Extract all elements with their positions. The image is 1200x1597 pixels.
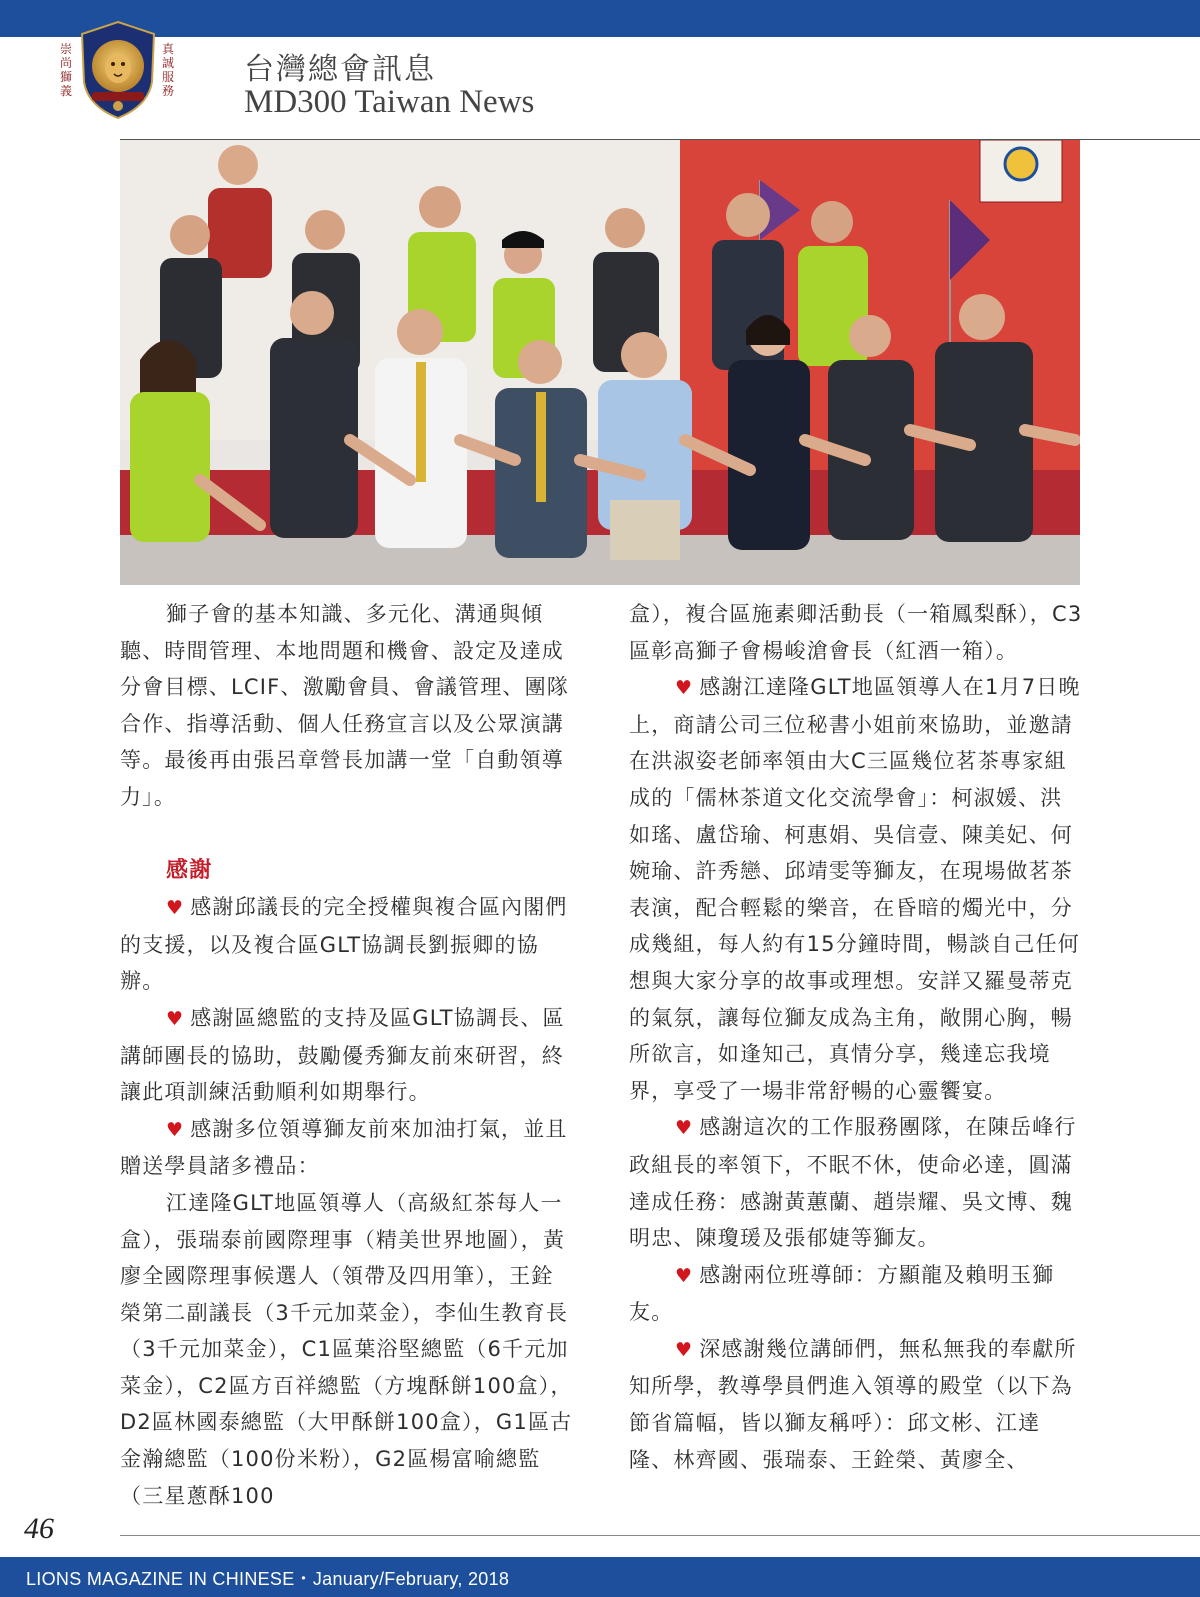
heart-icon: ♥: [166, 897, 185, 920]
section-title-english: MD300 Taiwan News: [244, 84, 535, 120]
thanks-paragraph-1: ♥ 感謝邱議長的完全授權與複合區內閣們的支援，以及複合區GLT協調長劉振卿的協辦。: [120, 895, 568, 994]
intro-paragraph: 獅子會的基本知識、多元化、溝通與傾聽、時間管理、本地問題和機會、設定及達成分會目標、LCIF、激勵會員、會議管理、團隊合作、指導活動、個人任務宣言以及公眾演講等。最後再由張呂章營長加講一堂「自動領導力」。: [120, 602, 570, 809]
magazine-footer: LIONS MAGAZINE IN CHINESE・January/February, 2018: [26, 1569, 510, 1589]
heart-icon: ♥: [166, 1118, 185, 1141]
gifts-continued-paragraph: 盒），複合區施素卿活動長（一箱鳳梨酥），C3區彰高獅子會楊峻滄會長（紅酒一箱）。: [629, 602, 1083, 663]
section-title-chinese: 台灣總會訊息: [244, 52, 436, 87]
thanks-paragraph-7: ♥ 深感謝幾位講師們，無私無我的奉獻所知所學，教導學員們進入領導的殿堂（以下為節省篇幅，皆以獅友稱呼）：邱文彬、江達隆、林齊國、張瑞泰、王銓榮、黃廖全、: [629, 1336, 1077, 1472]
footer-divider: [120, 1535, 1200, 1536]
group-photo-image: [120, 140, 1080, 585]
thanks-heading: 感謝: [166, 857, 213, 883]
logo-left-motto: 崇 尚 獅 義: [59, 42, 72, 98]
lions-emblem-logo: [78, 20, 158, 120]
top-color-bar: [0, 0, 1200, 37]
thanks-paragraph-3: ♥ 感謝多位領導獅友前來加油打氣，並且贈送學員諸多禮品：: [120, 1116, 568, 1179]
article-left-column: [120, 596, 575, 1514]
heart-icon: ♥: [166, 1007, 185, 1030]
heart-icon: ♥: [675, 677, 694, 700]
thanks-paragraph-5: ♥ 感謝這次的工作服務團隊，在陳岳峰行政組長的率領下，不眠不休，使命必達，圓滿達成任務：感謝黃蕙蘭、趙崇耀、吳文博、魏明忠、陳瓊瑗及張郁婕等獅友。: [629, 1115, 1077, 1251]
heart-icon: ♥: [675, 1117, 694, 1140]
logo-right-motto: 真 誠 服 務: [161, 42, 174, 98]
thanks-paragraph-6: ♥ 感謝兩位班導師：方顯龍及賴明玉獅友。: [629, 1262, 1055, 1325]
thanks-paragraph-4: ♥ 感謝江達隆GLT地區領導人在1月7日晚上，商請公司三位秘書小姐前來協助，並邀請在洪淑姿老師率領由大C三區幾位茗茶專家組成的「儒林茶道文化交流學會」：柯淑媛、洪如瑤、盧岱瑜、柯惠娟、吳信壹、陳美妃、何婉瑜、許秀戀、邱靖雯等獅友，在現場做茗茶表演，配合輕鬆的樂音，在昏暗的燭光中，分成幾組，每人約有15分鐘時間，暢談自己任何想與大家分享的故事或理想。安詳又羅曼蒂克的氣氛，讓每位獅友成為主角，敞開心胸，暢所欲言，如逢知己，真情分享，幾達忘我境界，享受了一場非常舒暢的心靈饗宴。: [629, 675, 1081, 1103]
heart-icon: ♥: [675, 1338, 694, 1361]
article-right-column: [629, 596, 1084, 1478]
page-number: 46: [24, 1512, 54, 1545]
thanks-paragraph-2: ♥ 感謝區總監的支持及區GLT協調長、區講師團長的協助，鼓勵優秀獅友前來研習，終讓此項訓練活動順利如期舉行。: [120, 1005, 565, 1105]
gifts-paragraph: 江達隆GLT地區領導人（高級紅茶每人一盒），張瑞泰前國際理事（精美世界地圖），黃廖全國際理事候選人（領帶及四用筆），王銓榮第二副議長（3千元加菜金），李仙生教育長（3千元加菜金），C1區葉浴堅總監（6千元加菜金），C2區方百祥總監（方塊酥餅100盒），D2區林國泰總監（大甲酥餅100盒），G1區古金瀚總監（100份米粉），G2區楊富喻總監（三星蔥酥100: [120, 1190, 573, 1508]
heart-icon: ♥: [675, 1264, 694, 1287]
